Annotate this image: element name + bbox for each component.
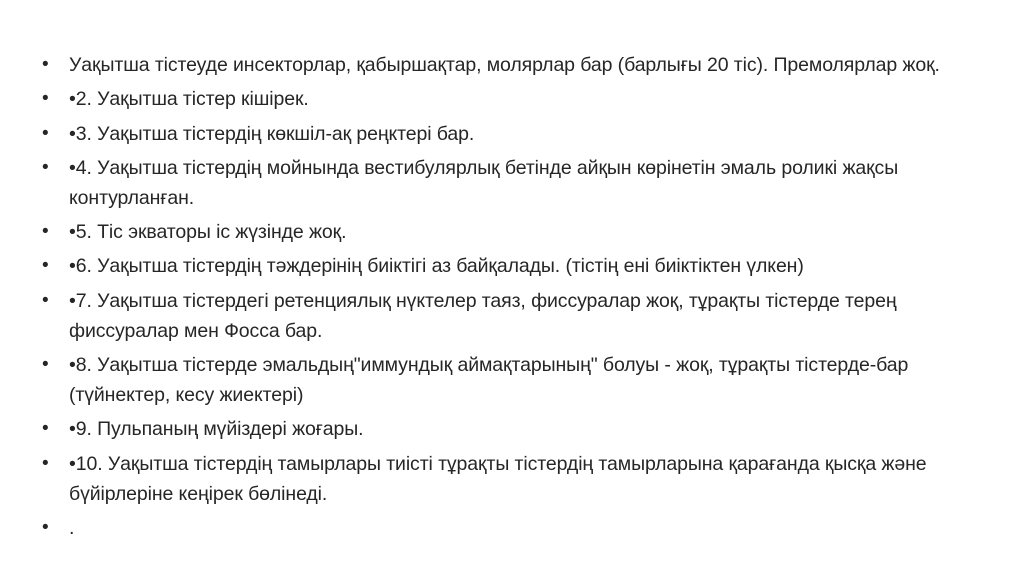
bullet-dot-icon — [42, 217, 54, 247]
bullet-item-11 — [42, 513, 987, 543]
bullet-text: •6. Уақытша тістердің тәждерінің биіктігі аз байқалады. (тістің ені биіктіктен үлкен) — [69, 255, 804, 278]
bullet-dot-icon — [42, 84, 54, 114]
bullet-text: •10. Уақытша тістердің тамырлары тиісті тұрақты тістердің тамырларына қарағанда қысқа және бүйірлеріне кеңірек бөлінеді. — [69, 452, 927, 505]
bullet-item-8 — [42, 350, 987, 410]
bullet-item-5 — [42, 217, 987, 247]
bullet-dot-icon — [42, 251, 54, 281]
bullet-item-6 — [42, 251, 987, 281]
bullet-text: •5. Тіс экваторы іс жүзінде жоқ. — [69, 221, 347, 244]
bullet-text: •8. Уақытша тістерде эмальдың"иммундық аймақтарының" болуы - жоқ, тұрақты тістерде-бар (түйнектер, кесу жиектері) — [69, 354, 909, 407]
bullet-dot-icon — [42, 449, 54, 479]
bullet-item-3 — [42, 119, 987, 149]
bullet-dot-icon — [42, 286, 54, 316]
bullet-text: Уақытша тістеуде инсекторлар, қабыршақтар, молярлар бар (барлығы 20 тіс). Премолярлар жоқ. — [69, 54, 940, 76]
bullet-text: •7. Уақытша тістердегі ретенциялық нүктелер таяз, фиссуралар жоқ, тұрақты тістерде терең фиссуралар мен Фосса бар. — [69, 289, 897, 342]
bullet-item-2 — [42, 84, 987, 114]
bullet-item-1 — [42, 50, 987, 80]
bullet-text: . — [69, 516, 75, 539]
bullet-dot-icon — [42, 350, 54, 380]
bullet-dot-icon — [42, 414, 54, 444]
bullet-text: •9. Пульпаның мүйіздері жоғары. — [69, 418, 364, 441]
bullet-item-9 — [42, 414, 987, 444]
bullet-text: •2. Уақытша тістер кішірек. — [69, 88, 309, 111]
bullet-dot-icon — [42, 153, 54, 183]
bullet-text: •3. Уақытша тістердің көкшіл-ақ реңктері бар. — [69, 122, 475, 145]
bullet-text: •4. Уақытша тістердің мойнында вестибулярлық бетінде айқын көрінетін эмаль роликі жақсы контурланған. — [69, 156, 899, 209]
bullet-dot-icon — [42, 119, 54, 149]
bullet-list — [42, 50, 987, 547]
bullet-item-10 — [42, 449, 987, 509]
bullet-item-7 — [42, 286, 987, 346]
bullet-dot-icon — [42, 513, 54, 543]
bullet-dot-icon — [42, 50, 54, 80]
bullet-item-4 — [42, 153, 987, 213]
